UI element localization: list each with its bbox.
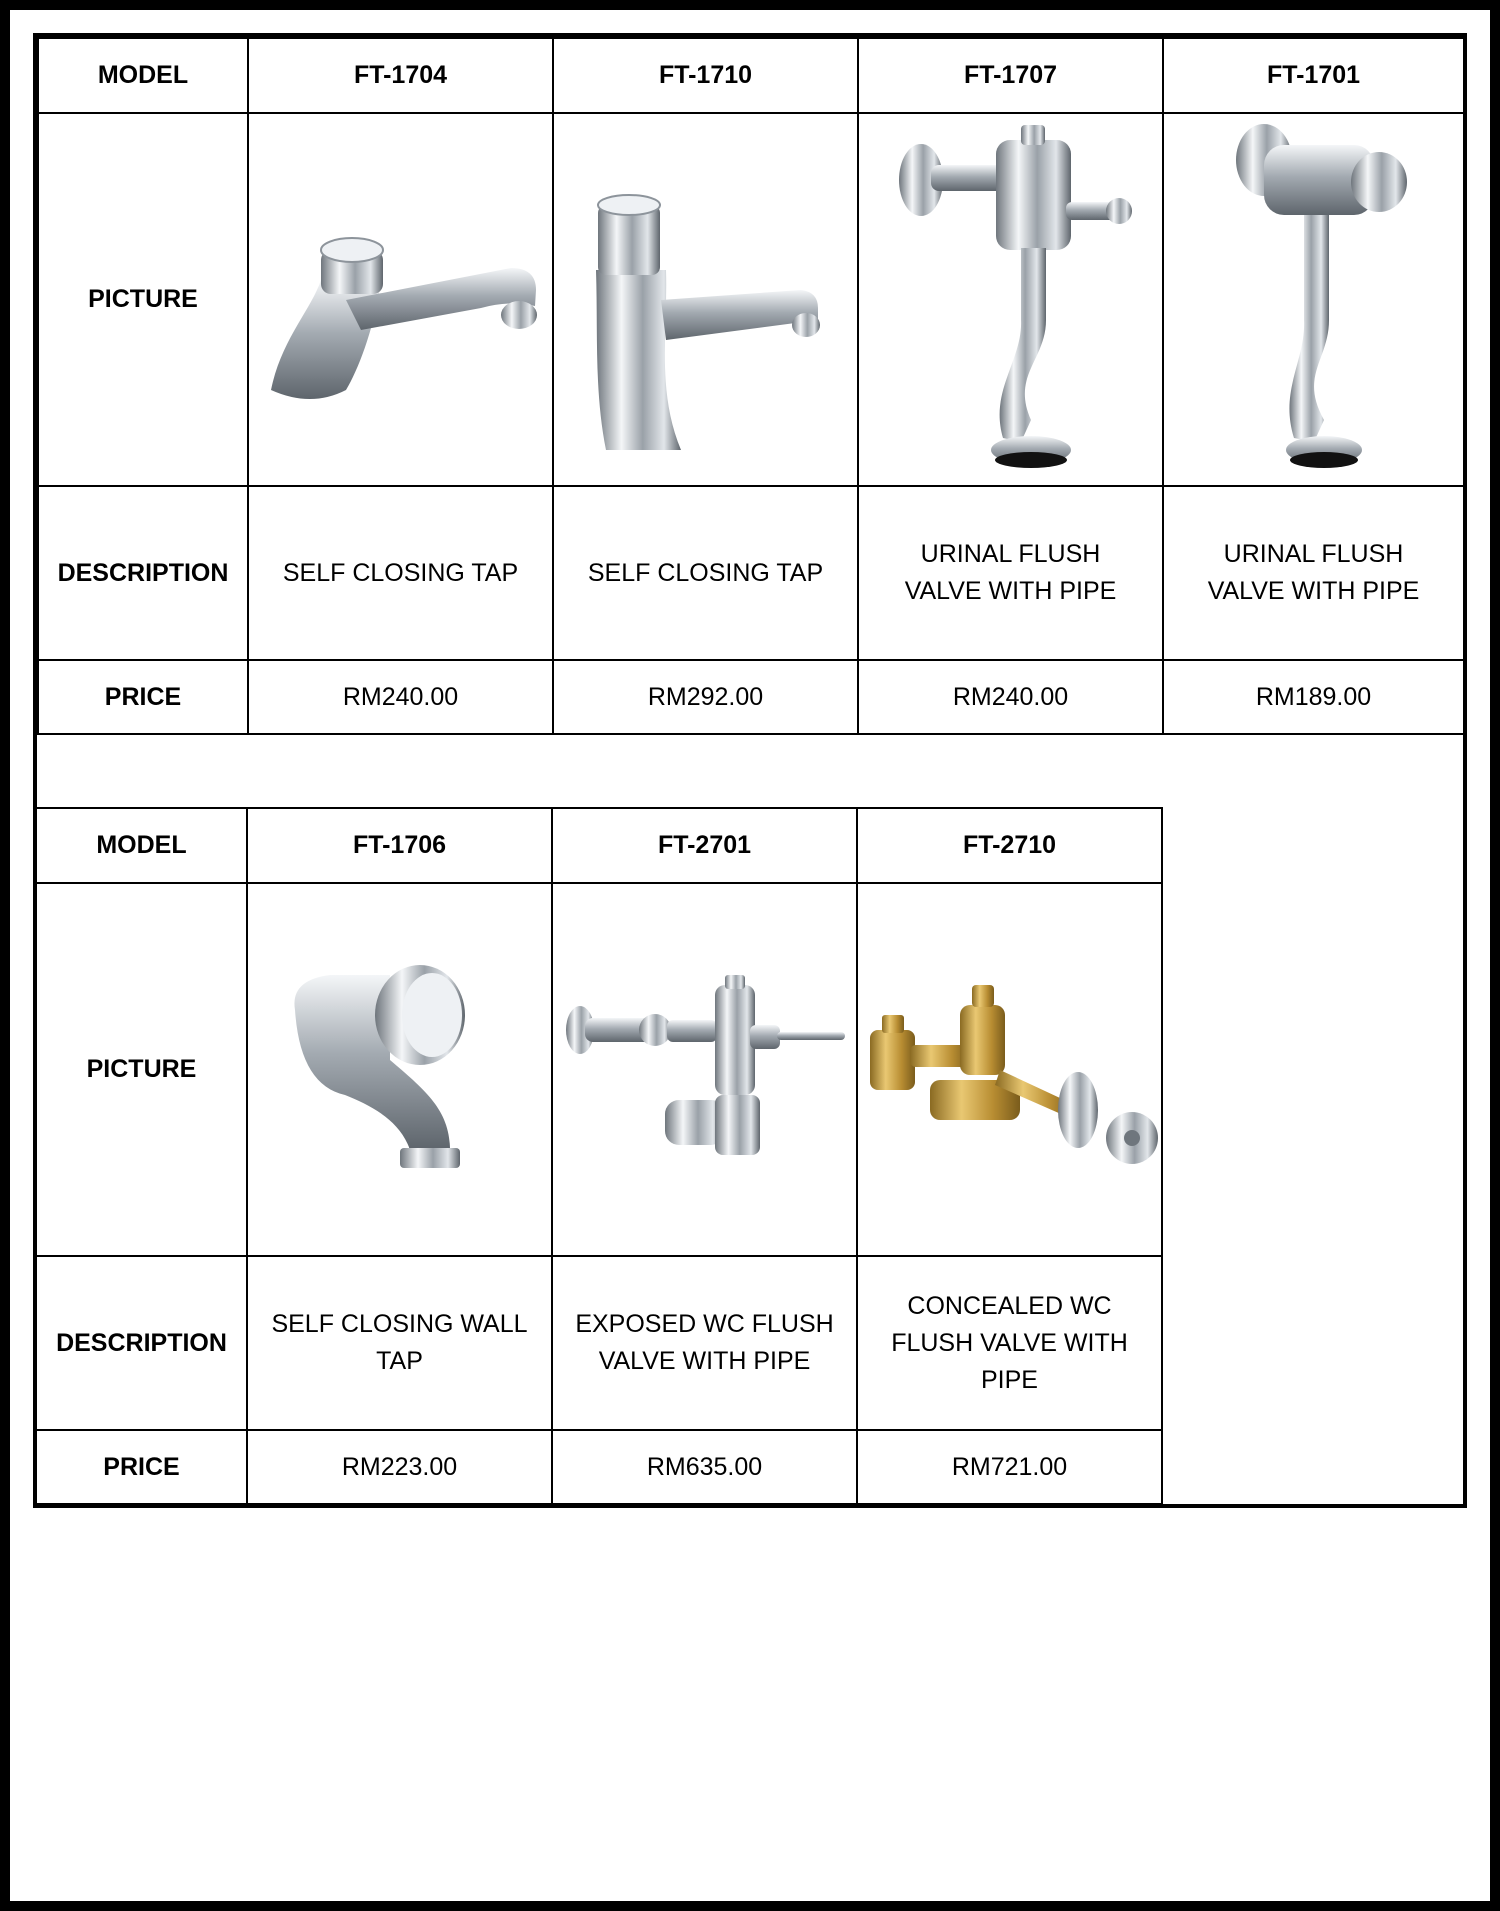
picture-cell bbox=[553, 113, 858, 486]
product-catalog bbox=[33, 33, 1467, 1508]
row-label-price: PRICE bbox=[37, 1430, 247, 1504]
picture-cell bbox=[858, 113, 1163, 486]
picture-cell bbox=[552, 883, 857, 1256]
tall-self-closing-tap-icon bbox=[556, 140, 856, 460]
row-label-model: MODEL bbox=[38, 38, 248, 113]
picture-row bbox=[37, 883, 1162, 1256]
urinal-flush-valve-compact-icon bbox=[1164, 120, 1464, 480]
row-label-description: DESCRIPTION bbox=[37, 1256, 247, 1430]
picture-cell bbox=[247, 883, 552, 1256]
model-cell: FT-1706 bbox=[247, 808, 552, 883]
concealed-wc-flush-valve-icon bbox=[860, 920, 1160, 1220]
model-row bbox=[38, 38, 1464, 113]
price-cell: RM292.00 bbox=[553, 660, 858, 734]
price-cell: RM189.00 bbox=[1163, 660, 1464, 734]
model-cell: FT-1710 bbox=[553, 38, 858, 113]
price-cell: RM721.00 bbox=[857, 1430, 1162, 1504]
price-cell: RM240.00 bbox=[248, 660, 553, 734]
description-cell: SELF CLOSING TAP bbox=[248, 486, 553, 660]
description-row bbox=[38, 486, 1464, 660]
model-cell: FT-1704 bbox=[248, 38, 553, 113]
price-cell: RM223.00 bbox=[247, 1430, 552, 1504]
model-cell: FT-2701 bbox=[552, 808, 857, 883]
self-closing-wall-tap-icon bbox=[250, 920, 550, 1220]
row-label-model: MODEL bbox=[37, 808, 247, 883]
model-cell: FT-1707 bbox=[858, 38, 1163, 113]
price-row bbox=[38, 660, 1464, 734]
description-row bbox=[37, 1256, 1162, 1430]
self-closing-basin-tap-icon bbox=[251, 150, 551, 450]
description-cell: SELF CLOSING TAP bbox=[553, 486, 858, 660]
picture-cell bbox=[857, 883, 1162, 1256]
description-cell: CONCEALED WC FLUSH VALVE WITH PIPE bbox=[857, 1256, 1162, 1430]
row-label-price: PRICE bbox=[38, 660, 248, 734]
price-cell: RM240.00 bbox=[858, 660, 1163, 734]
model-cell: FT-2710 bbox=[857, 808, 1162, 883]
product-table-1 bbox=[37, 37, 1465, 735]
description-cell: URINAL FLUSH VALVE WITH PIPE bbox=[1163, 486, 1464, 660]
product-table-2 bbox=[37, 807, 1163, 1505]
picture-cell bbox=[248, 113, 553, 486]
price-row bbox=[37, 1430, 1162, 1504]
model-row bbox=[37, 808, 1162, 883]
picture-row bbox=[38, 113, 1464, 486]
row-label-description: DESCRIPTION bbox=[38, 486, 248, 660]
description-cell: URINAL FLUSH VALVE WITH PIPE bbox=[858, 486, 1163, 660]
exposed-wc-flush-valve-icon bbox=[555, 920, 855, 1220]
description-cell: SELF CLOSING WALL TAP bbox=[247, 1256, 552, 1430]
row-label-picture: PICTURE bbox=[37, 883, 247, 1256]
picture-cell bbox=[1163, 113, 1464, 486]
model-cell: FT-1701 bbox=[1163, 38, 1464, 113]
price-cell: RM635.00 bbox=[552, 1430, 857, 1504]
row-label-picture: PICTURE bbox=[38, 113, 248, 486]
description-cell: EXPOSED WC FLUSH VALVE WITH PIPE bbox=[552, 1256, 857, 1430]
urinal-flush-valve-icon bbox=[861, 120, 1161, 480]
